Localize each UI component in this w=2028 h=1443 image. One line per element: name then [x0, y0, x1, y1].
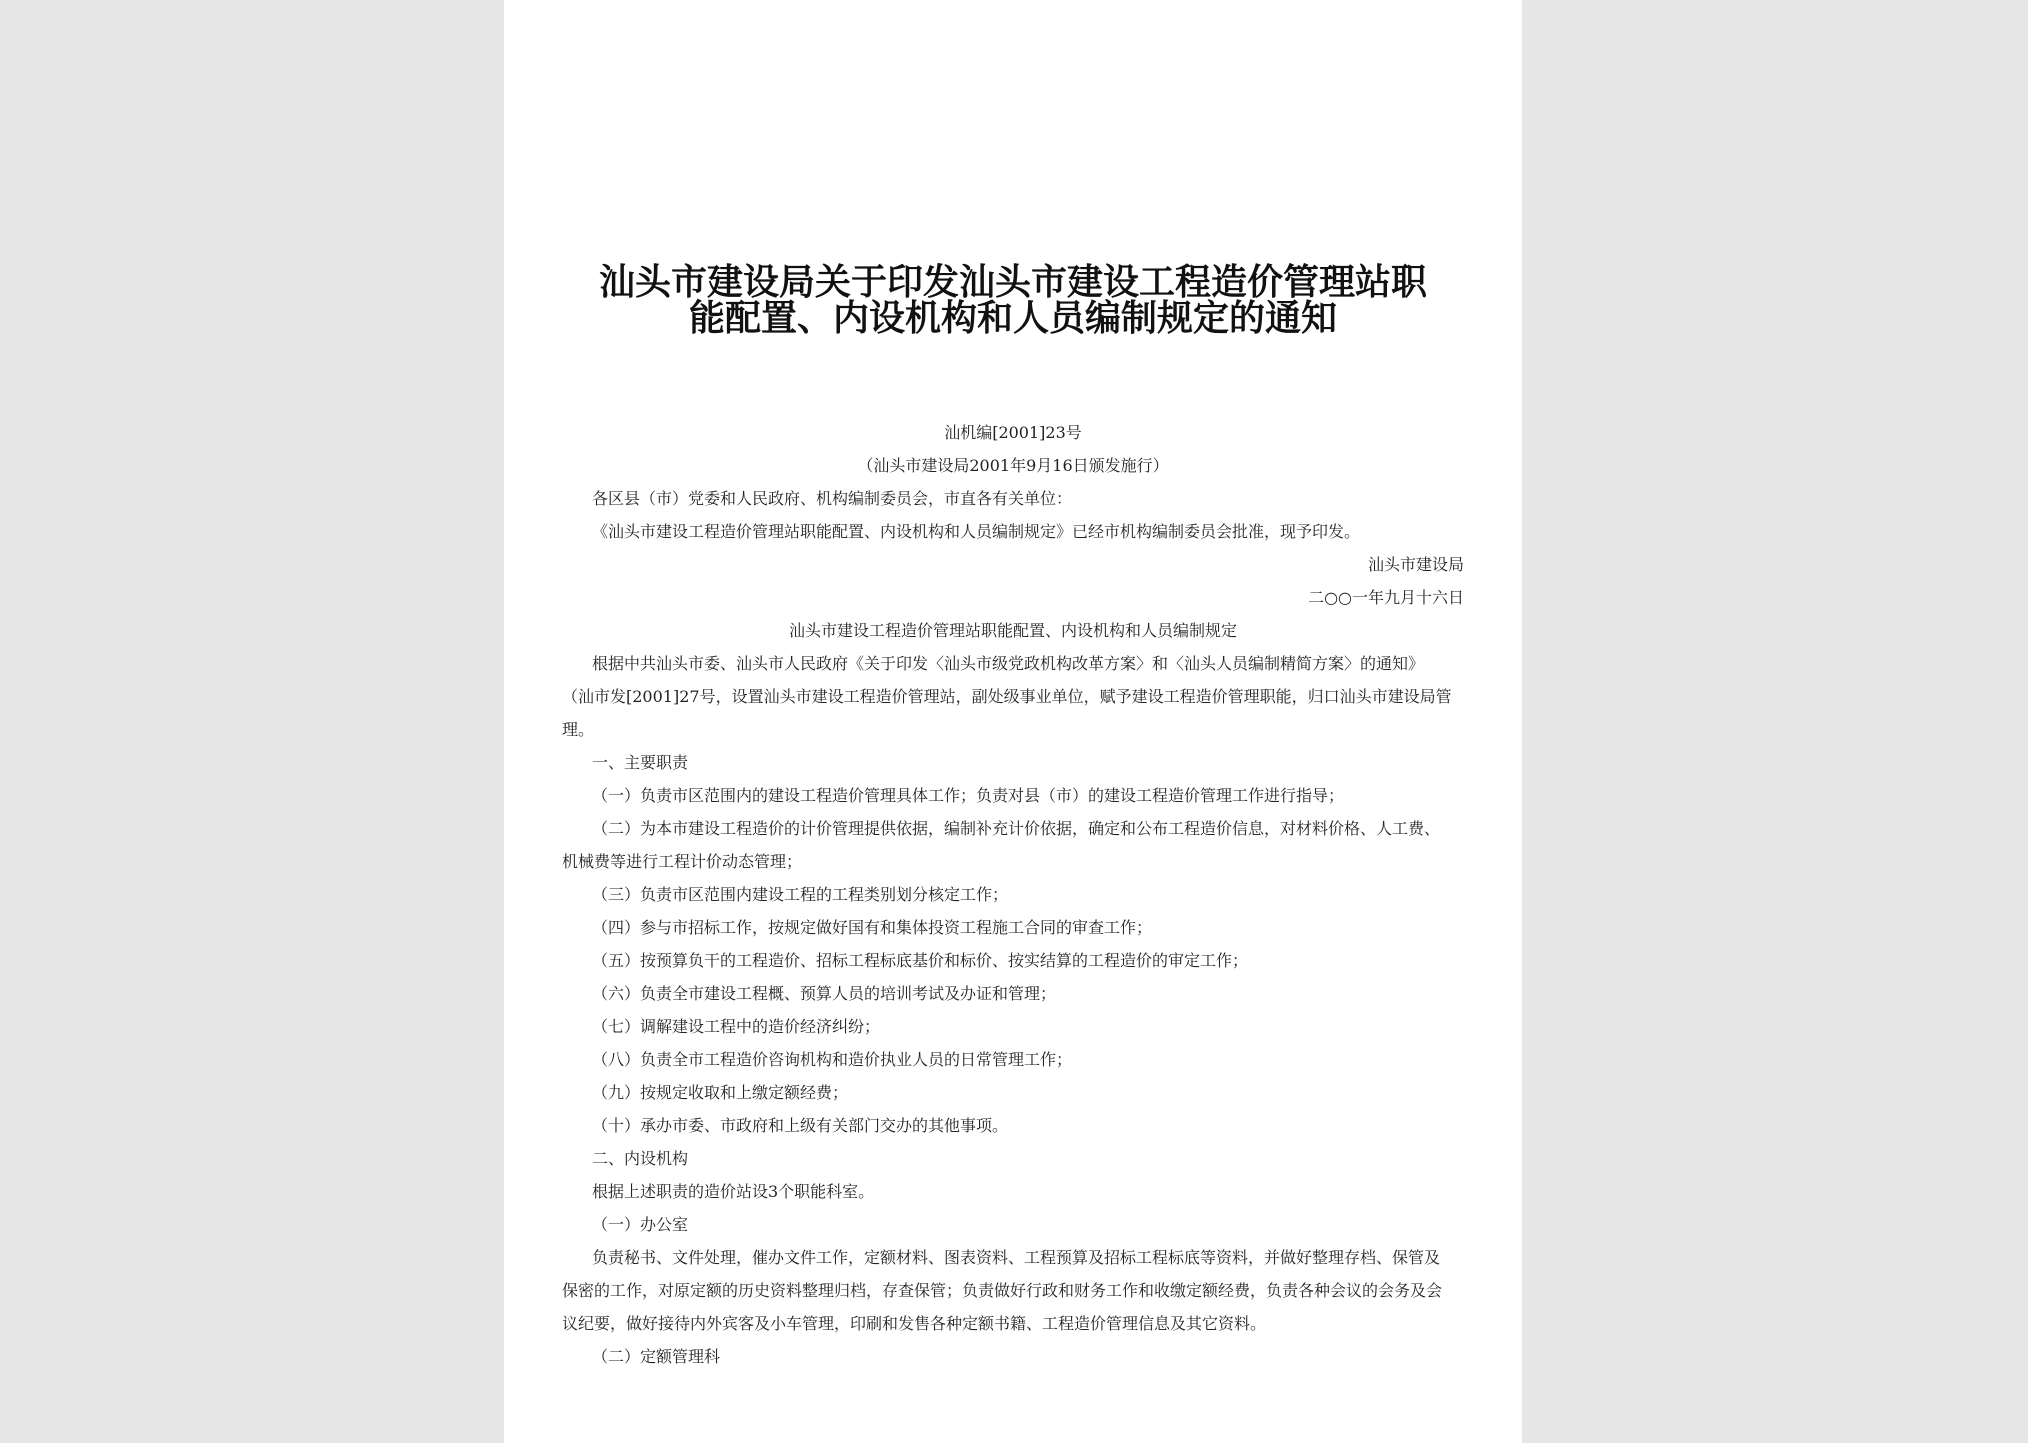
section-2-heading: 二、内设机构: [592, 1149, 689, 1168]
duty-1: （一）负责市区范围内的建设工程造价管理具体工作；负责对县（市）的建设工程造价管理工作进行指导；: [592, 786, 1345, 805]
duty-2-line-1: （二）为本市建设工程造价的计价管理提供依据，编制补充计价依据，确定和公布工程造价信息，对材料价格、人工费、: [592, 819, 1441, 838]
office-1-line-1: 负责秘书、文件处理，催办文件工作，定额材料、图表资料、工程预算及招标工程标底等资料，并做好整理存档、保管及: [592, 1248, 1441, 1267]
basis-line-3: 理。: [562, 720, 595, 739]
duty-6: （六）负责全市建设工程概、预算人员的培训考试及办证和管理；: [592, 984, 1057, 1003]
duty-10: （十）承办市委、市政府和上级有关部门交办的其他事项。: [592, 1116, 1009, 1135]
subtitle: 汕头市建设工程造价管理站职能配置、内设机构和人员编制规定: [788, 621, 1237, 640]
office-1-heading: （一）办公室: [592, 1215, 689, 1234]
addressee: 各区县（市）党委和人民政府、机构编制委员会，市直各有关单位：: [592, 489, 1073, 508]
intro-paragraph: 《汕头市建设工程造价管理站职能配置、内设机构和人员编制规定》已经市机构编制委员会批准，现予印发。: [592, 522, 1361, 541]
duty-5: （五）按预算负干的工程造价、招标工程标底基价和标价、按实结算的工程造价的审定工作；: [592, 951, 1249, 970]
duty-3: （三）负责市区范围内建设工程的工程类别划分核定工作；: [592, 885, 1009, 904]
duty-9: （九）按规定收取和上缴定额经费；: [592, 1083, 849, 1102]
duty-2-line-2: 机械费等进行工程计价动态管理；: [562, 852, 803, 871]
document-number: 汕机编[2001]23号: [944, 423, 1082, 442]
office-1-line-3: 议纪要，做好接待内外宾客及小车管理，印刷和发售各种定额书籍、工程造价管理信息及其它资料。: [562, 1314, 1267, 1333]
document-page: [504, 0, 1522, 1443]
duty-7: （七）调解建设工程中的造价经济纠纷；: [592, 1017, 881, 1036]
office-2-heading: （二）定额管理科: [592, 1347, 721, 1366]
office-1-line-2: 保密的工作，对原定额的历史资料整理归档，存查保管；负责做好行政和财务工作和收缴定额经费，负责各种会议的会务及会: [562, 1281, 1443, 1300]
duty-4: （四）参与市招标工作，按规定做好国有和集体投资工程施工合同的审查工作；: [592, 918, 1153, 937]
basis-line-1: 根据中共汕头市委、汕头市人民政府《关于印发〈汕头市级党政机构改革方案〉和〈汕头人员编制精简方案〉的通知》: [592, 654, 1425, 673]
document-title-line-2: 能配置、内设机构和人员编制规定的通知: [688, 298, 1337, 339]
duty-8: （八）负责全市工程造价咨询机构和造价执业人员的日常管理工作；: [592, 1050, 1073, 1069]
section-2-intro: 根据上述职责的造价站设3个职能科室。: [592, 1182, 875, 1201]
issue-note: （汕头市建设局2001年9月16日颁发施行）: [857, 456, 1169, 475]
basis-line-2: （汕市发[2001]27号，设置汕头市建设工程造价管理站，副处级事业单位，赋予建设工程造价管理职能，归口汕头市建设局管: [562, 687, 1452, 706]
document-title-line-1: 汕头市建设局关于印发汕头市建设工程造价管理站职: [598, 262, 1427, 303]
signature-org: 汕头市建设局: [1367, 555, 1464, 574]
section-1-heading: 一、主要职责: [592, 753, 689, 772]
signature-date: 二○○一年九月十六日: [1308, 588, 1464, 607]
